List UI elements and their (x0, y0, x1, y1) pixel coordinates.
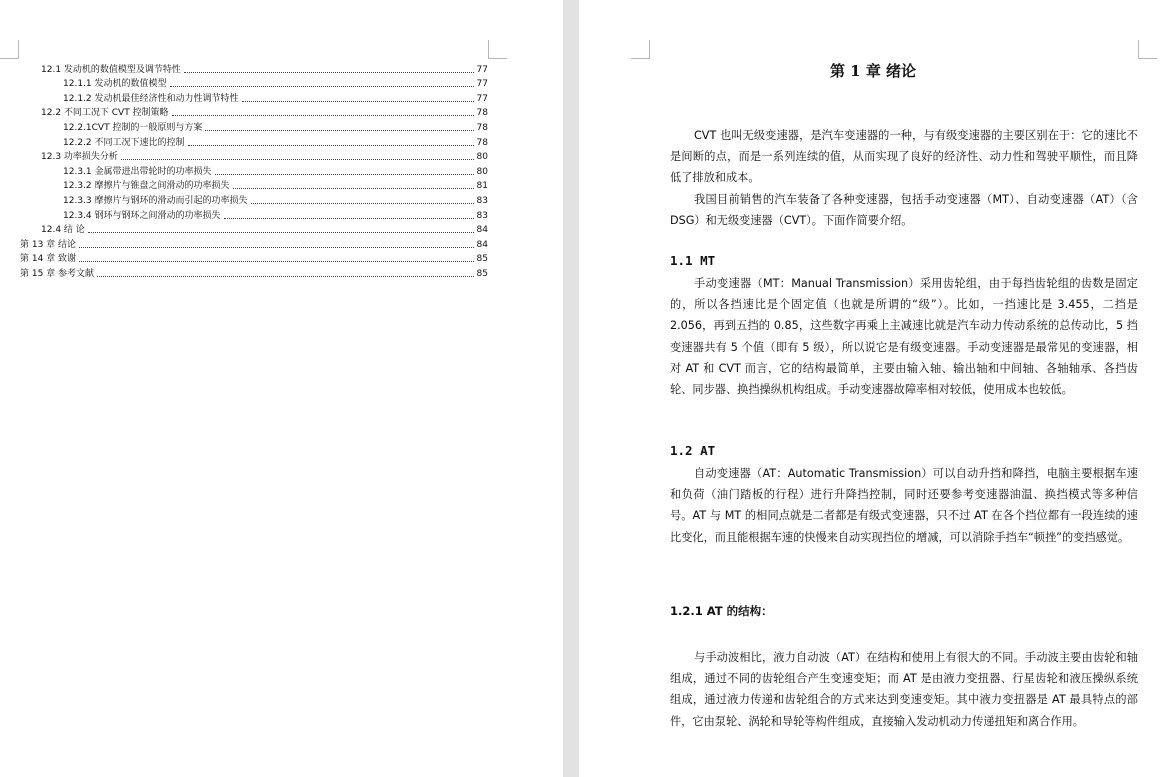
toc-entry[interactable] (20, 178, 488, 193)
toc-entry[interactable] (20, 265, 488, 280)
toc-entry-title: 12.3.1 金属带进出带轮时的功率损失 (63, 166, 212, 177)
toc-entry-page: 85 (476, 254, 488, 265)
corner-mark-top-right (1138, 40, 1157, 59)
subsection-heading-at-structure: 1.2.1 AT 的结构： (670, 604, 773, 618)
toc-leader-dots (205, 129, 473, 131)
intro-paragraph-1: CVT 也叫无级变速器，是汽车变速器的一种，与有级变速器的主要区别在于：它的速比不是间断的点，而是一系列连续的值，从而实现了良好的经济性、动力性和驾驶平顺性，而且降低了排放和成本。 (670, 129, 1138, 185)
toc-entry[interactable] (20, 105, 488, 120)
intro-paragraph-2: 我国目前销售的汽车装备了各种变速器，包括手动变速器（MT）、自动变速器（AT）（含 DSG）和无级变速器（CVT）。下面作简要介绍。 (670, 193, 1138, 228)
toc-entry-page: 78 (476, 108, 488, 119)
toc-leader-dots (184, 71, 474, 73)
chapter-title: 第 1 章 绪论 (829, 62, 917, 80)
section-heading-mt: 1.1 MT (670, 253, 716, 268)
toc-entry-page: 77 (476, 79, 488, 90)
toc-entry-title: 12.3.3 摩擦片与钢环的滑动而引起的功率损失 (63, 195, 248, 206)
page-left (0, 0, 563, 777)
toc-entry-page: 84 (476, 225, 488, 236)
corner-mark-top-right (488, 40, 507, 59)
toc-entry-page: 80 (476, 166, 488, 177)
toc-leader-dots (233, 187, 474, 189)
toc-entry[interactable] (20, 76, 488, 91)
toc-entry-title: 12.1 发动机的数值模型及调节特性 (41, 64, 181, 75)
toc-entry-page: 78 (476, 137, 488, 148)
toc-entry[interactable] (20, 236, 488, 251)
toc-entry-page: 84 (476, 239, 488, 250)
toc-leader-dots (215, 173, 474, 175)
toc-entry-page: 77 (476, 64, 488, 75)
section-text-mt: 手动变速器（MT：Manual Transmission）采用齿轮组，由于每挡齿轮组的齿数是固定的，所以各挡速比是个固定值（也就是所谓的“级”）。比如，一挡速比是 3.455，二挡是 2.056，再到五挡的 0.85，这些数字再乘上主减速比就是汽车动力传动系统的总传动比，5 挡变速器共有 5 个值（即有 5 级），所以说它是有级变速器。手动变速器是最常见的变速器，相对 AT 和 CVT 而言，它的结构最简单，主要由输入轴、输出轴和中间轴、各轴轴承、各挡齿轮、同步器、换挡操纵机构组成。手动变速器故障率相对较低，使用成本也较低。 (670, 277, 1138, 397)
toc-entry-title: 12.3.4 钢环与钢环之间滑动的功率损失 (63, 210, 221, 221)
toc-entry-title: 12.1.2 发动机最佳经济性和动力性调节特性 (63, 93, 239, 104)
toc-entry[interactable] (20, 61, 488, 76)
table-of-contents (20, 61, 488, 280)
section-heading-at: 1.2 AT (670, 443, 716, 458)
toc-entry-page: 81 (476, 181, 488, 192)
toc-entry-title: 12.3.2 摩擦片与锥盘之间滑动的功率损失 (63, 181, 230, 192)
toc-leader-dots (172, 114, 474, 116)
toc-entry[interactable] (20, 134, 488, 149)
page-right (579, 0, 1167, 777)
toc-entry-page: 77 (476, 93, 488, 104)
toc-leader-dots (88, 231, 474, 233)
toc-entry-title: 第 14 章 致谢 (20, 254, 77, 265)
toc-entry[interactable] (20, 163, 488, 178)
toc-entry[interactable] (20, 90, 488, 105)
corner-mark-top-left (0, 40, 19, 59)
toc-entry[interactable] (20, 251, 488, 266)
toc-entry-page: 83 (476, 195, 488, 206)
toc-entry-title: 12.2.2 不同工况下速比的控制 (63, 137, 185, 148)
toc-entry[interactable] (20, 222, 488, 237)
toc-leader-dots (79, 246, 474, 248)
toc-entry-page: 78 (476, 122, 488, 133)
toc-leader-dots (188, 144, 474, 146)
corner-mark-top-left (631, 40, 650, 59)
page-gap (563, 0, 579, 777)
toc-entry-page: 83 (476, 210, 488, 221)
toc-entry-title: 12.1.1 发动机的数值模型 (63, 79, 167, 90)
toc-entry[interactable] (20, 207, 488, 222)
toc-entry-title: 12.2 不同工况下 CVT 控制策略 (41, 108, 169, 119)
toc-leader-dots (242, 100, 474, 102)
toc-leader-dots (224, 217, 474, 219)
toc-entry-page: 80 (476, 152, 488, 163)
toc-leader-dots (79, 260, 474, 262)
toc-entry-title: 12.4 结 论 (41, 225, 85, 236)
toc-entry-title: 12.3 功率损失分析 (41, 152, 118, 163)
toc-leader-dots (170, 85, 474, 87)
toc-leader-dots (97, 275, 474, 277)
section-text-at: 自动变速器（AT：Automatic Transmission）可以自动升挡和降挡，电脑主要根据车速和负荷（油门踏板的行程）进行升降挡控制，同时还要参考变速器油温、换挡模式等多种信号。AT 与 MT 的相同点就是二者都是有级式变速器，只不过 AT 在各个挡位都有一段连续的速比变化，而且能根据车速的快慢来自动实现挡位的增减，可以消除手挡车“顿挫”的变挡感觉。 (670, 467, 1138, 544)
toc-entry-title: 12.2.1CVT 控制的一般原则与方案 (63, 122, 203, 133)
toc-entry[interactable] (20, 119, 488, 134)
toc-entry-page: 85 (476, 268, 488, 279)
toc-leader-dots (121, 158, 474, 160)
toc-entry[interactable] (20, 149, 488, 164)
toc-entry-title: 第 13 章 结论 (20, 239, 77, 250)
toc-leader-dots (251, 202, 474, 204)
toc-entry-title: 第 15 章 参考文献 (20, 268, 95, 279)
subsection-text-at-structure: 与手动波相比，液力自动波（AT）在结构和使用上有很大的不同。手动波主要由齿轮和轴组成，通过不同的齿轮组合产生变速变矩；而 AT 是由液力变扭器、行星齿轮和液压操纵系统组成，通过液力传递和齿轮组合的方式来达到变速变矩。其中液力变扭器是 AT 最具特点的部件，它由泵轮、涡轮和导轮等构件组成，直接输入发动机动力传递扭矩和离合作用。 (670, 651, 1138, 728)
toc-entry[interactable] (20, 192, 488, 207)
